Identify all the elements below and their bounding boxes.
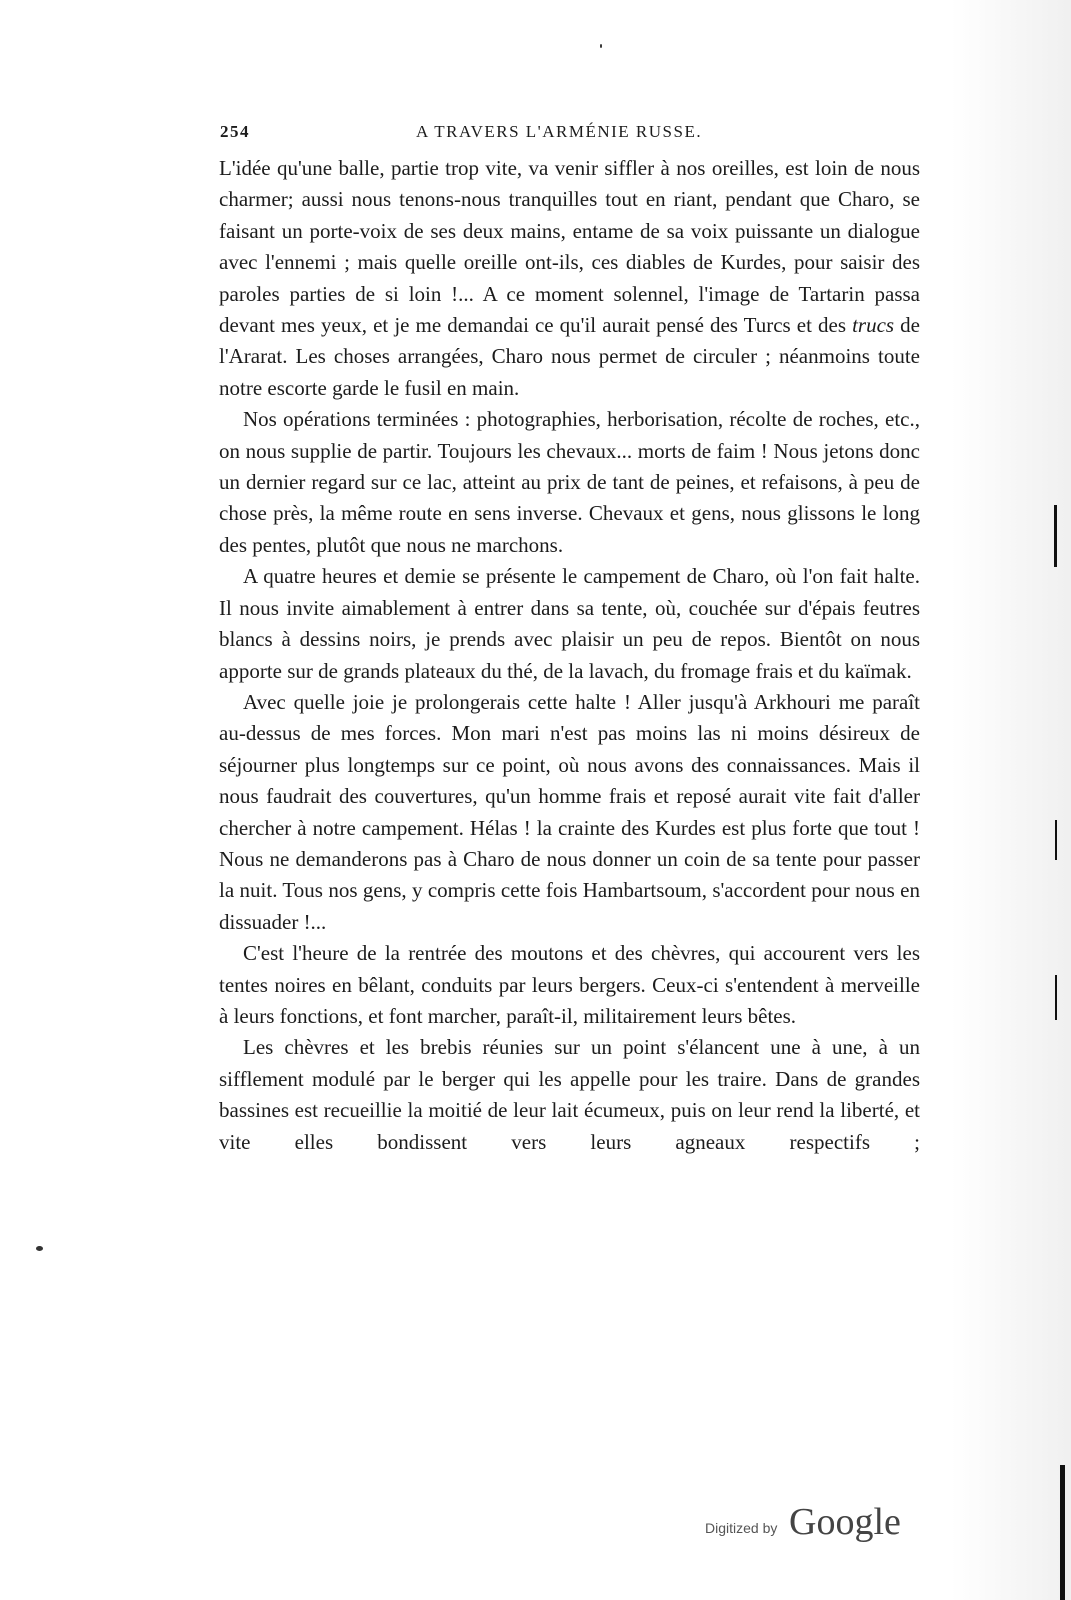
scan-edge-mark bbox=[1060, 1465, 1065, 1600]
paragraph: Avec quelle joie je prolongerais cette halte ! Aller jusqu'à Arkhouri me paraît au-dessus de mes forces. Mon mari n'est pas moins las ni moins désireux de séjourner plus longtemps sur ce point, où nous avons des connaissances. Mais il nous faudrait des couvertures, qu'un homme frais et reposé aurait vite fait d'aller chercher à notre campement. Hélas ! la crainte des Kurdes est plus forte que tout ! Nous ne demanderons pas à Charo de nous donner un coin de sa tente pour passer la nuit. Tous nos gens, y compris cette fois Hambartsoum, s'accordent pour nous en dissuader !... bbox=[219, 689, 920, 934]
paragraph: C'est l'heure de la rentrée des moutons et des chèvres, qui accourent vers les tentes noires en bêlant, conduits par leurs bergers. Ceux-ci s'entendent à merveille à leurs fonctions, et font marcher, paraît-il, militairement leurs bêtes. bbox=[219, 941, 920, 1028]
scan-speck bbox=[36, 1246, 43, 1251]
digitization-watermark bbox=[705, 1500, 925, 1550]
scan-edge-mark bbox=[1054, 505, 1057, 567]
body-text bbox=[219, 153, 920, 1158]
italic-word: trucs bbox=[852, 313, 895, 338]
page-number: 254 bbox=[220, 122, 250, 141]
scan-edge-mark bbox=[1055, 975, 1057, 1020]
running-title: A TRAVERS L'ARMÉNIE RUSSE. bbox=[416, 122, 703, 141]
watermark-logo: Google bbox=[789, 1501, 901, 1543]
scan-speck bbox=[600, 44, 602, 48]
paragraph bbox=[219, 153, 920, 404]
paragraph: A quatre heures et demie se présente le campement de Charo, où l'on fait halte. Il nous invite aimablement à entrer dans sa tente, où, couchée sur d'épais feutres blancs à dessins noirs, je prends avec plaisir un peu de repos. Bientôt on nous apporte sur de grands plateaux du thé, de la lavach, du fromage frais et du kaïmak. bbox=[219, 564, 920, 683]
watermark-prefix: Digitized by bbox=[705, 1520, 778, 1536]
paragraph-text: L'idée qu'une balle, partie trop vite, va venir siffler à nos oreilles, est loin de nous charmer; aussi nous tenons-nous tranquilles tout en riant, pendant que Charo, se faisant un porte-voix de ses deux mains, entame de sa voix puissante un dialogue avec l'ennemi ; mais quelle oreille ont-ils, ces diables de Kurdes, pour saisir des paroles parties de si loin !... A ce moment solennel, l'image de Tartarin passa devant mes yeux, et je me demandai ce qu'il aurait pensé des Turcs et des bbox=[219, 156, 920, 338]
paragraph-text: de l'Ararat. Les choses arrangées, Charo nous permet de circuler ; néanmoins toute notre escorte garde le fusil en main. bbox=[219, 313, 920, 400]
paragraph: Nos opérations terminées : photographies, herborisation, récolte de roches, etc., on nous supplie de partir. Toujours les chevaux... morts de faim ! Nous jetons donc un dernier regard sur ce lac, atteint au prix de tant de peines, et refaisons, à peu de chose près, la même route en sens inverse. Chevaux et gens, nous glissons le long des pentes, plutôt que nous ne marchons. bbox=[219, 407, 920, 557]
running-header bbox=[220, 118, 920, 148]
paragraph: Les chèvres et les brebis réunies sur un point s'élancent une à une, à un sifflement modulé par le berger qui les appelle pour les traire. Dans de grandes bassines est recueillie la moitié de leur lait écumeux, puis on leur rend la liberté, et vite elles bondissent vers leurs agneaux respectifs ; bbox=[219, 1035, 920, 1154]
scan-edge-mark bbox=[1055, 820, 1057, 860]
scan-edge-shadow bbox=[951, 0, 1071, 1600]
